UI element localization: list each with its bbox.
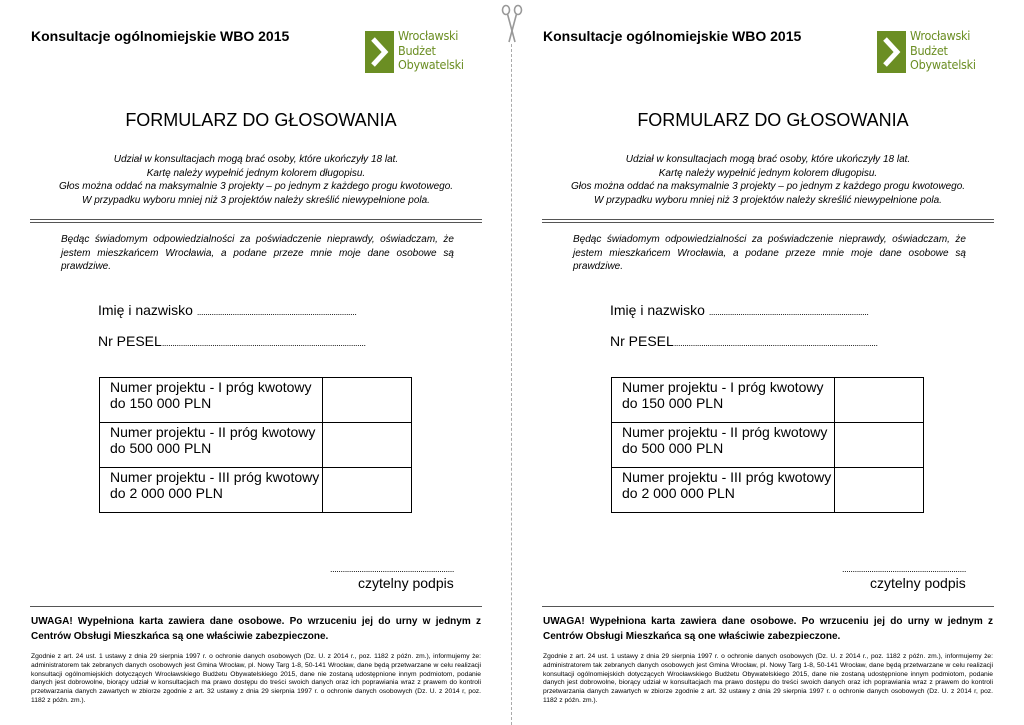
project-tier-1-label: Numer projektu - I próg kwotowy do 150 000 PLN bbox=[100, 378, 323, 423]
legal-notice: Zgodnie z art. 24 ust. 1 ustawy z dnia 29 sierpnia 1997 r. o ochronie danych osobowych (Dz. U. z 2014 r., poz. 1182 z późn. zm.), informujemy że: administratorem tak zebranych danych osobowych jest Gmina Wrocław, pl. Nowy Targ 1-8, 50-141 Wrocław, dane będą przetwarzane w celu realizacji konsultacji ogólnomiejskich dotyczących Wrocławskiego Budżetu Obywatelskiego 2015, dane nie zostaną udostępnione innym podmiotom, podanie danych jest dobrowolne, biorący udział w konsultacjach ma prawo dostępu do treści swoich danych oraz ich poprawiania wraz z prawem do kontroli przetwarzania danych zawartych w zbiorze zgodnie z art. 32 ustawy z dnia 29 sierpnia 1997 r. o ochronie danych osobowych (Dz. U. z 2014 r, poz. 1182 z późn. zm.). bbox=[543, 653, 993, 704]
warning-text: UWAGA! Wypełniona karta zawiera dane osobowe. Po wrzuceniu jej do urny w jednym z Centrów Obsługi Mieszkańca są one właściwie zabezpieczone. bbox=[543, 616, 993, 642]
project-tier-1-input[interactable] bbox=[323, 378, 412, 423]
signature-line[interactable]: ........................................................... bbox=[330, 564, 454, 574]
signature-label: czytelny podpis bbox=[358, 575, 454, 591]
project-tier-3-input[interactable] bbox=[323, 468, 412, 513]
table-row bbox=[100, 423, 412, 468]
instructions: Udział w konsultacjach mogą brać osoby, które ukończyły 18 lat. Kartę należy wypełnić jednym kolorem długopisu. Głos można oddać na maksymalnie 3 projekty – po jednym z każdego progu kwotowego. W przypadku wyboru mniej niż 3 projektów należy skreślić niewypełnione pola. bbox=[570, 154, 966, 206]
project-tier-3-input[interactable] bbox=[835, 468, 924, 513]
project-tier-3-label: Numer projektu - III próg kwotowy do 2 000 000 PLN bbox=[100, 468, 323, 513]
pesel-field[interactable] bbox=[610, 333, 878, 349]
logo-text: Wrocławski Budżet Obywatelski bbox=[910, 28, 976, 72]
signature-label: czytelny podpis bbox=[870, 575, 966, 591]
projects-table bbox=[611, 377, 924, 513]
wbo-logo bbox=[877, 28, 977, 75]
pesel-field[interactable] bbox=[98, 333, 366, 349]
header-title: Konsultacje ogólnomiejskie WBO 2015 bbox=[543, 28, 802, 44]
table-row bbox=[612, 378, 924, 423]
table-row bbox=[100, 378, 412, 423]
form-title: FORMULARZ DO GŁOSOWANIA bbox=[125, 110, 397, 130]
double-rule bbox=[30, 219, 482, 223]
form-title: FORMULARZ DO GŁOSOWANIA bbox=[637, 110, 909, 130]
logo-chevron-icon bbox=[877, 31, 906, 73]
logo-chevron-icon bbox=[365, 31, 394, 73]
declaration: Będąc świadomym odpowiedzialności za poświadczenie nieprawdy, oświadczam, że jestem mieszkańcem Wrocławia, a podane przeze mnie moje dane osobowe są prawdziwe. bbox=[61, 234, 454, 272]
divider bbox=[542, 606, 994, 607]
name-label: Imię i nazwisko bbox=[610, 302, 705, 318]
name-field[interactable] bbox=[610, 302, 868, 318]
double-rule bbox=[542, 219, 994, 223]
logo-text: Wrocławski Budżet Obywatelski bbox=[398, 28, 464, 72]
table-row bbox=[100, 468, 412, 513]
projects-table bbox=[99, 377, 412, 513]
pesel-label: Nr PESEL bbox=[98, 333, 162, 349]
signature-line[interactable]: ........................................................... bbox=[842, 564, 966, 574]
project-tier-2-input[interactable] bbox=[835, 423, 924, 468]
ballot-right bbox=[512, 0, 1024, 725]
warning-text: UWAGA! Wypełniona karta zawiera dane osobowe. Po wrzuceniu jej do urny w jednym z Centrów Obsługi Mieszkańca są one właściwie zabezpieczone. bbox=[31, 616, 481, 642]
instructions: Udział w konsultacjach mogą brać osoby, które ukończyły 18 lat. Kartę należy wypełnić jednym kolorem długopisu. Głos można oddać na maksymalnie 3 projekty – po jednym z każdego progu kwotowego. W przypadku wyboru mniej niż 3 projektów należy skreślić niewypełnione pola. bbox=[58, 154, 454, 206]
divider bbox=[30, 606, 482, 607]
project-tier-2-label: Numer projektu - II próg kwotowy do 500 000 PLN bbox=[100, 423, 323, 468]
header-title: Konsultacje ogólnomiejskie WBO 2015 bbox=[31, 28, 290, 44]
project-tier-1-input[interactable] bbox=[835, 378, 924, 423]
wbo-logo bbox=[365, 28, 465, 75]
table-row bbox=[612, 423, 924, 468]
pesel-dots[interactable]: ................................................................................................. bbox=[161, 338, 366, 348]
pesel-label: Nr PESEL bbox=[610, 333, 674, 349]
pesel-dots[interactable]: ................................................................................................. bbox=[673, 338, 878, 348]
name-dots[interactable]: ............................................................................ bbox=[708, 307, 869, 317]
name-field[interactable] bbox=[98, 302, 356, 318]
legal-notice: Zgodnie z art. 24 ust. 1 ustawy z dnia 29 sierpnia 1997 r. o ochronie danych osobowych (Dz. U. z 2014 r., poz. 1182 z późn. zm.), informujemy że: administratorem tak zebranych danych osobowych jest Gmina Wrocław, pl. Nowy Targ 1-8, 50-141 Wrocław, dane będą przetwarzane w celu realizacji konsultacji ogólnomiejskich dotyczących Wrocławskiego Budżetu Obywatelskiego 2015, dane nie zostaną udostępnione innym podmiotom, podanie danych jest dobrowolne, biorący udział w konsultacjach ma prawo dostępu do treści swoich danych oraz ich poprawiania wraz z prawem do kontroli przetwarzania danych zawartych w zbiorze zgodnie z art. 32 ustawy z dnia 29 sierpnia 1997 r. o ochronie danych osobowych (Dz. U. z 2014 r, poz. 1182 z późn. zm.). bbox=[31, 653, 481, 704]
name-label: Imię i nazwisko bbox=[98, 302, 193, 318]
project-tier-2-input[interactable] bbox=[323, 423, 412, 468]
project-tier-2-label: Numer projektu - II próg kwotowy do 500 000 PLN bbox=[612, 423, 835, 468]
declaration: Będąc świadomym odpowiedzialności za poświadczenie nieprawdy, oświadczam, że jestem mieszkańcem Wrocławia, a podane przeze mnie moje dane osobowe są prawdziwe. bbox=[573, 234, 966, 272]
project-tier-1-label: Numer projektu - I próg kwotowy do 150 000 PLN bbox=[612, 378, 835, 423]
name-dots[interactable]: ............................................................................ bbox=[196, 307, 357, 317]
table-row bbox=[612, 468, 924, 513]
project-tier-3-label: Numer projektu - III próg kwotowy do 2 000 000 PLN bbox=[612, 468, 835, 513]
